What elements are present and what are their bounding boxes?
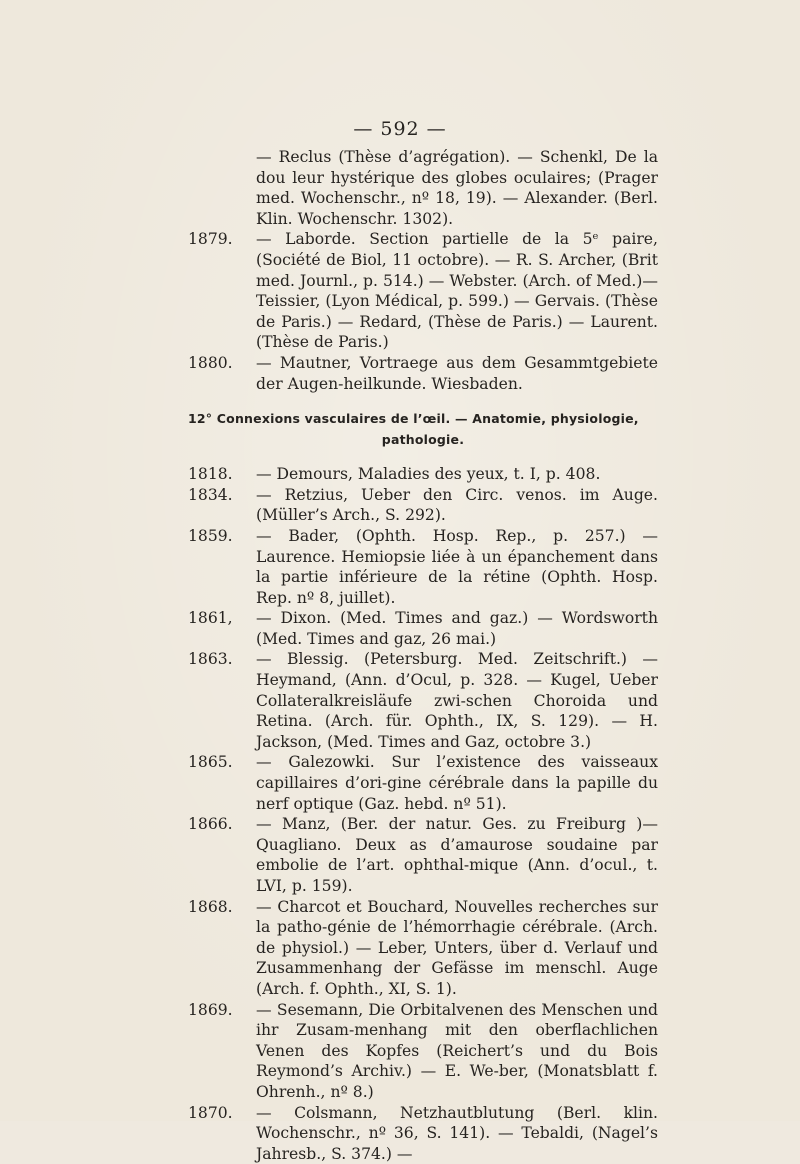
entry-text: — Galezowki. Sur l’existence des vaisseaux capillaires d’ori-gine cérébrale dans la papille du nerf optique (Gaz. hebd. nº 51). [256, 753, 658, 813]
bibliography-entry [188, 464, 658, 485]
entry-year: 1834. [188, 485, 233, 504]
section-heading [188, 408, 658, 450]
entry-text: — Laborde. Section partielle de la 5ᵉ paire, (Société de Biol, 11 octobre). — R. S. Archer, (Brit med. Journl., p. 514.) — Webster. (Arch. of Med.)— Teissier, (Lyon Médical, p. 599.) — Gervais. (Thèse de Paris.) — Redard, (Thèse de Paris.) — Laurent. (Thèse de Paris.) [256, 230, 658, 352]
bibliography-entry [188, 1103, 658, 1164]
page-number: — 592 — [353, 118, 447, 140]
bibliography-entry [188, 229, 658, 353]
entry-year: 1868. [188, 897, 233, 916]
entry-text: — Blessig. (Petersburg. Med. Zeitschrift.) — Heymand, (Ann. d’Ocul, p. 328. — Kugel, Ueber Collateralkreisläufe zwi-schen Choroida und Retina. (Arch. für. Ophth., IX, S. 129). — H. Jackson, (Med. Times and Gaz, octobre 3.) [256, 650, 658, 751]
entry-text: — Charcot et Bouchard, Nouvelles recherches sur la patho-génie de l’hémorrhagie cérébrale. (Arch. de physiol.) — Leber, Unters, über d. Verlauf und Zusammenhang der Gefässe im menschl. Auge (Arch. f. Ophth., XI, S. 1). [256, 897, 658, 998]
bibliography-entry [188, 353, 658, 394]
bibliography-entry [188, 526, 658, 608]
entry-text: — Retzius, Ueber den Circ. venos. im Auge. (Müller’s Arch., S. 292). [256, 485, 658, 525]
entry-year: 1869. [188, 1000, 233, 1019]
entry-text: — Dixon. (Med. Times and gaz.) — Wordsworth (Med. Times and gaz, 26 mai.) [256, 609, 658, 648]
entry-text: — Colsmann, Netzhautblutung (Berl. klin. Wochenschr., nº 36, S. 141). — Tebaldi, (Nagel’s Jahresb., S. 374.) — [256, 1103, 658, 1163]
entry-year: 1859. [188, 526, 233, 545]
entry-year: 1870. [188, 1103, 233, 1122]
bibliography-entry [188, 485, 658, 526]
entry-text: — Manz, (Ber. der natur. Ges. zu Freiburg )—Quagliano. Deux as d’amaurose soudaine par embolie de l’art. ophthal-mique (Ann. d’ocul., t. LVI, p. 159). [256, 815, 658, 895]
entry-year: 1863. [188, 650, 233, 669]
entry-text: — Sesemann, Die Orbitalvenen des Menschen und ihr Zusam-menhang mit den oberflachlichen Venen des Kopfes (Reichert’s und du Bois Reymond’s Archiv.) — E. We-ber, (Monatsblatt f. Ohrenh., nº 8.) [256, 1000, 658, 1101]
entry-year: 1880. [188, 353, 233, 372]
bibliography-list [188, 147, 658, 1164]
bibliography-entry [188, 1000, 658, 1103]
bibliography-entry [188, 752, 658, 814]
entry-text: — Reclus (Thèse d’agrégation). — Schenkl, De la dou leur hystérique des globes oculaires; (Prager med. Wochenschr., nº 18, 19). — Alexander. (Berl. Klin. Wochenschr. 1302). [256, 148, 658, 228]
entry-text: — Bader, (Ophth. Hosp. Rep., p. 257.) — Laurence. Hemiopsie liée à un épanchement dans la partie inférieure de la rétine (Ophth. Hosp. Rep. nº 8, juillet). [256, 526, 658, 607]
entry-year: 1866. [188, 815, 233, 834]
bibliography-entry [188, 147, 658, 229]
entry-text: — Demours, Maladies des yeux, t. I, p. 408. [256, 465, 601, 484]
bibliography-entry [188, 649, 658, 752]
entry-year: 1818. [188, 465, 233, 484]
bibliography-entry [188, 608, 658, 649]
entry-year: 1865. [188, 753, 233, 772]
entry-year: 1879. [188, 230, 233, 249]
entry-text: — Mautner, Vortraege aus dem Gesammtgebiete der Augen-heilkunde. Wiesbaden. [256, 353, 658, 393]
section-heading-line2: pathologie. [381, 432, 465, 448]
bibliography-entry [188, 897, 658, 1000]
bibliography-entry [188, 814, 658, 896]
section-heading-line1: 12° Connexions vasculaires de l’œil. — Anatomie, physiologie, [188, 411, 639, 427]
entry-year: 1861, [188, 609, 233, 628]
